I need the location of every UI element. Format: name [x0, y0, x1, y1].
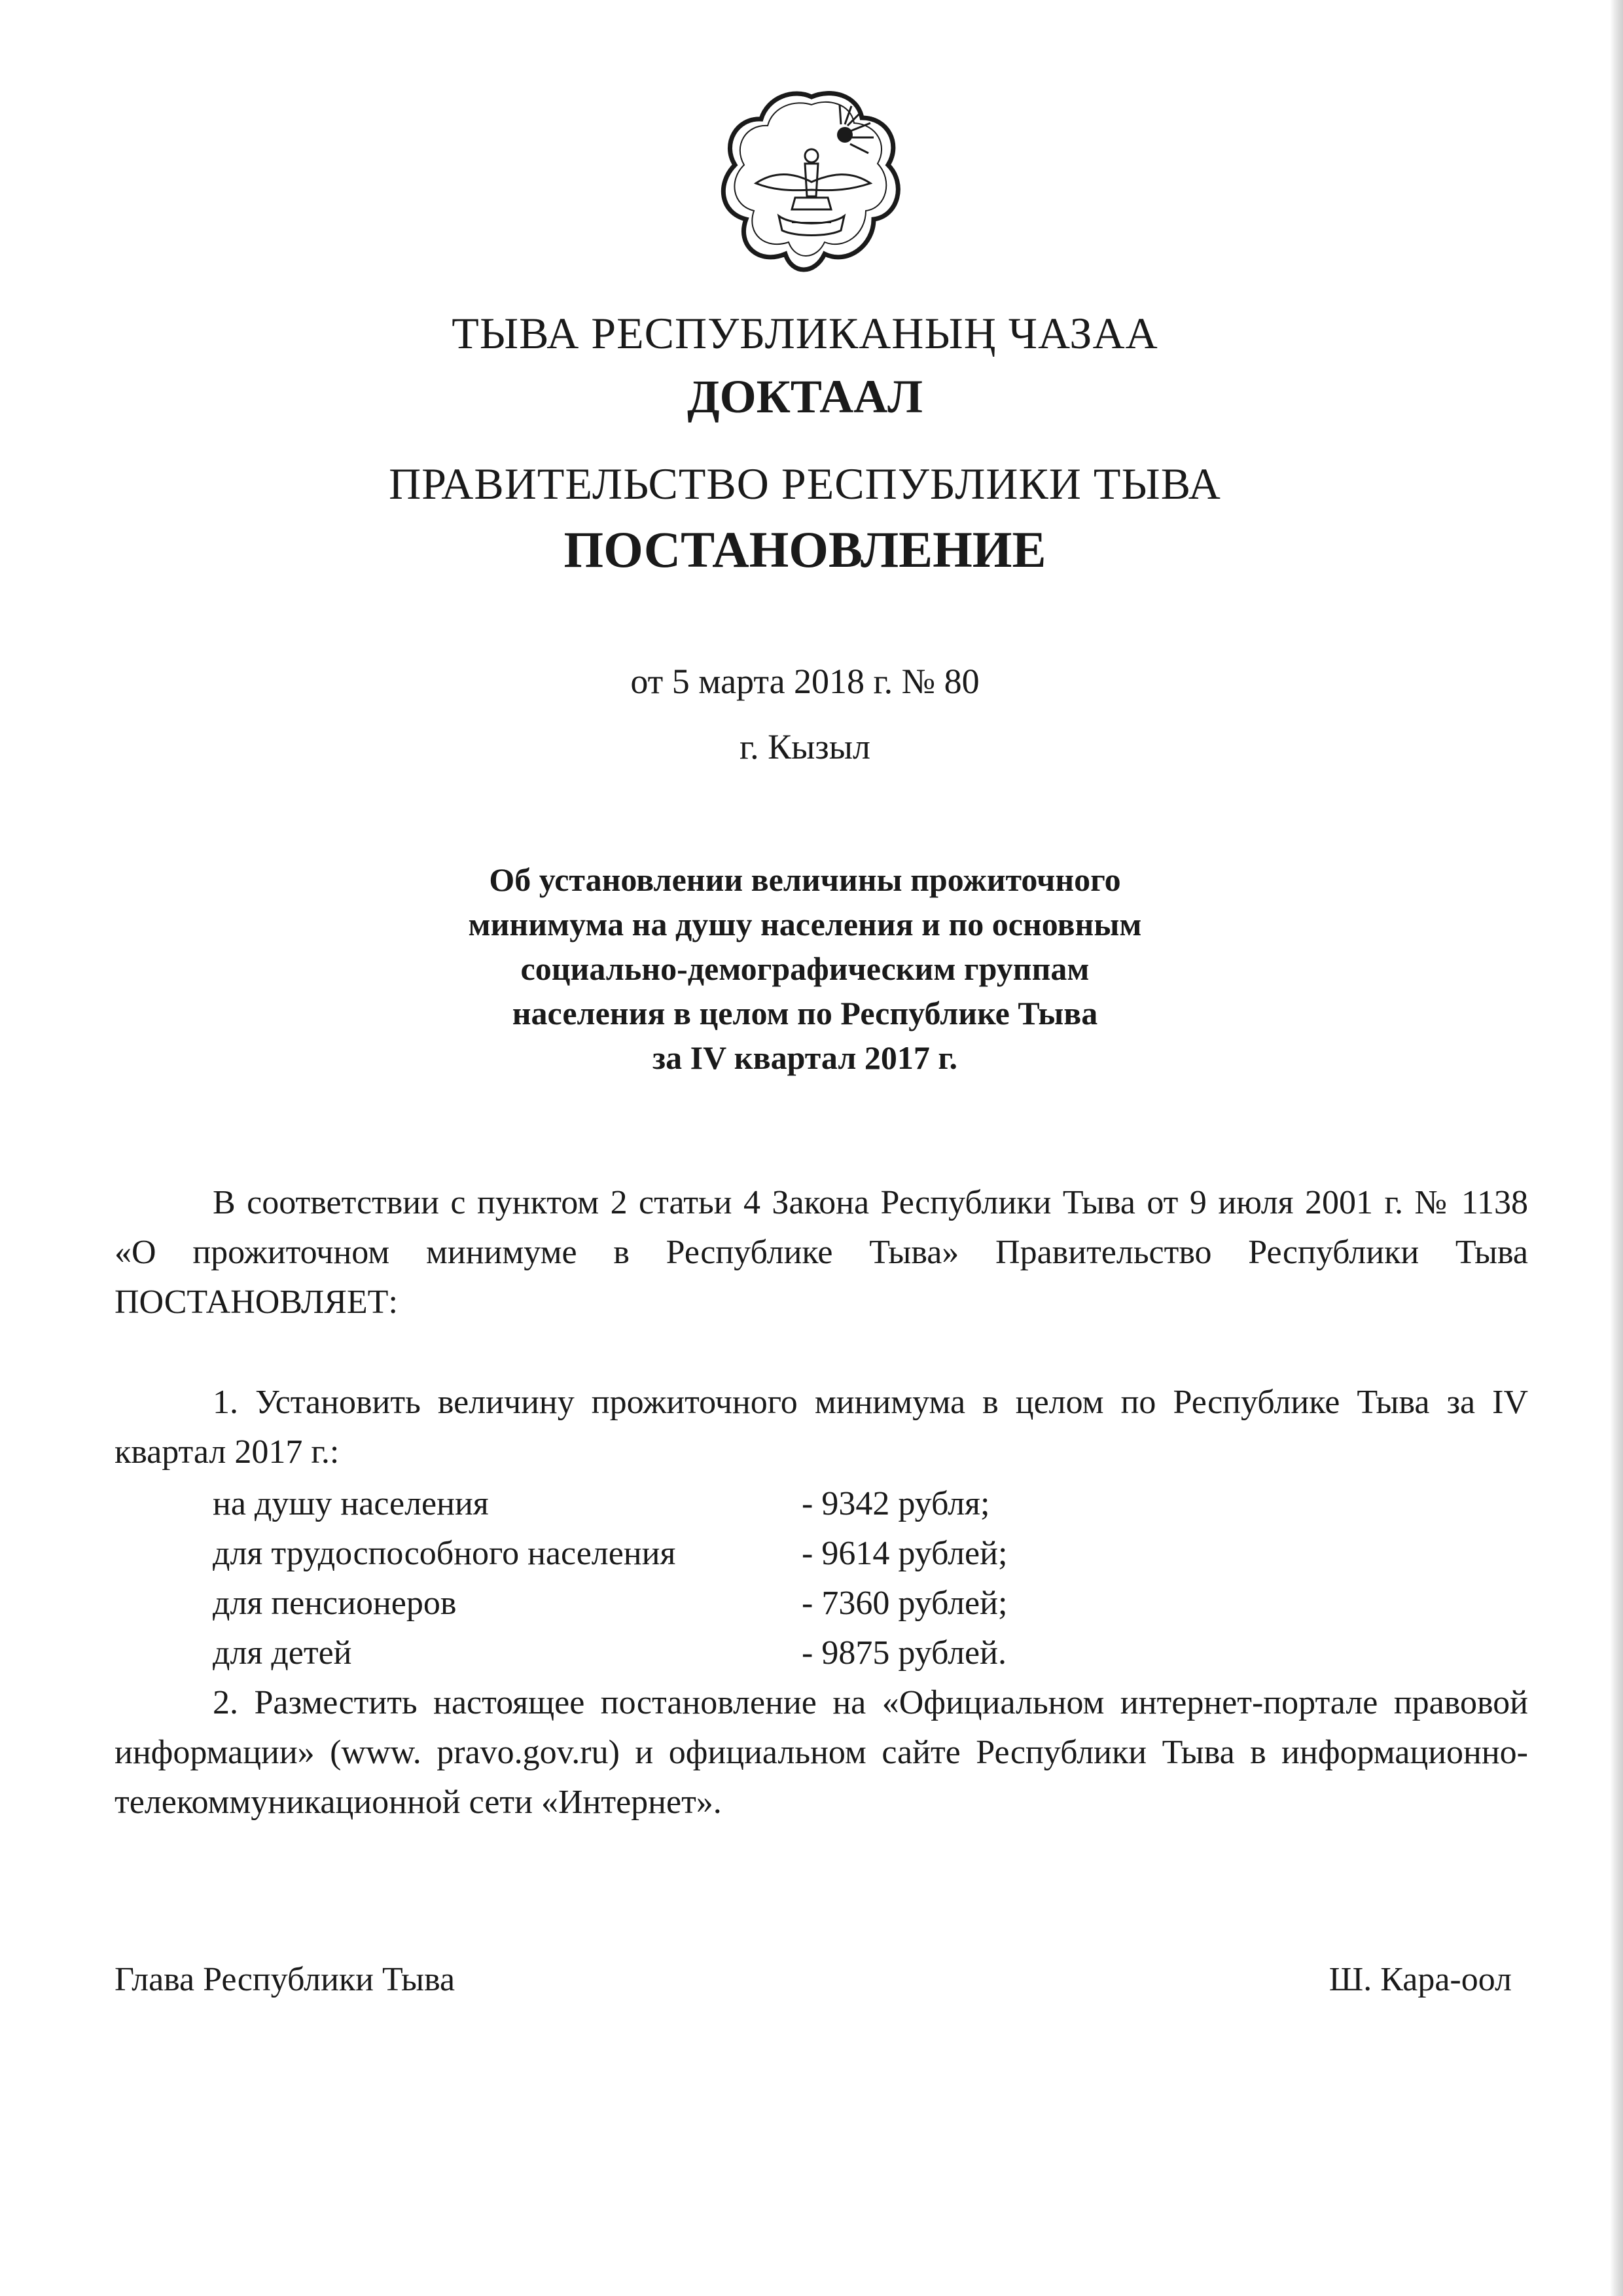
document-title	[0, 857, 1610, 1080]
title-line: минимума на душу населения и по основным	[468, 906, 1142, 942]
title-line: Об установлении величины прожиточного	[489, 861, 1121, 898]
item-2-paragraph: 2. Разместить настоящее постановление на «Официальном интернет-портале правовой информации» (www. pravo.gov.ru) и официальном сайте Республики Тыва в информационно-телекоммуникационной сети «Интернет».	[115, 1684, 1528, 1821]
amount-label: для трудоспособного населения	[213, 1535, 676, 1572]
preamble-paragraph: В соответствии с пунктом 2 статьи 4 Закона Республики Тыва от 9 июля 2001 г. № 1138 «О прожиточном минимуме в Республике Тыва» Правительство Республики Тыва ПОСТАНОВЛЯЕТ:	[115, 1184, 1528, 1321]
signatory-position: Глава Республики Тыва	[115, 1961, 455, 1998]
document-date-number: от 5 марта 2018 г. № 80	[630, 662, 980, 701]
tuva-coat-of-arms-icon	[717, 85, 906, 281]
signatory-name: Ш. Кара-оол	[1329, 1961, 1512, 1998]
amount-value: - 9614 рублей;	[802, 1535, 1008, 1572]
page-edge-shadow	[1610, 0, 1623, 2296]
amount-row	[213, 1628, 1129, 1678]
russian-document-type: ПОСТАНОВЛЕНИЕ	[563, 521, 1046, 578]
title-line: за IV квартал 2017 г.	[652, 1039, 957, 1076]
amount-row	[213, 1479, 1129, 1529]
amount-value: - 9342 рубля;	[802, 1485, 990, 1522]
title-line: населения в целом по Республике Тыва	[512, 995, 1098, 1031]
item-1-intro: 1. Установить величину прожиточного минимума в целом по Республике Тыва за IV квартал 2017 г.:	[115, 1384, 1528, 1471]
amount-label: для детей	[213, 1634, 352, 1672]
amount-label: на душу населения	[213, 1485, 489, 1522]
amount-row	[213, 1529, 1129, 1579]
subsistence-amounts-list	[213, 1479, 1129, 1678]
amount-value: - 7360 рублей;	[802, 1585, 1008, 1622]
tuvan-government-heading: ТЫВА РЕСПУБЛИКАНЫҢ ЧАЗАА	[452, 308, 1158, 358]
tuvan-document-type: ДОКТААЛ	[687, 370, 923, 423]
document-city: г. Кызыл	[740, 727, 870, 766]
amount-value: - 9875 рублей.	[802, 1634, 1007, 1672]
title-line: социально-демографическим группам	[520, 950, 1090, 987]
amount-label: для пенсионеров	[213, 1585, 457, 1622]
amount-row	[213, 1579, 1129, 1628]
russian-government-heading: ПРАВИТЕЛЬСТВО РЕСПУБЛИКИ ТЫВА	[389, 459, 1221, 509]
